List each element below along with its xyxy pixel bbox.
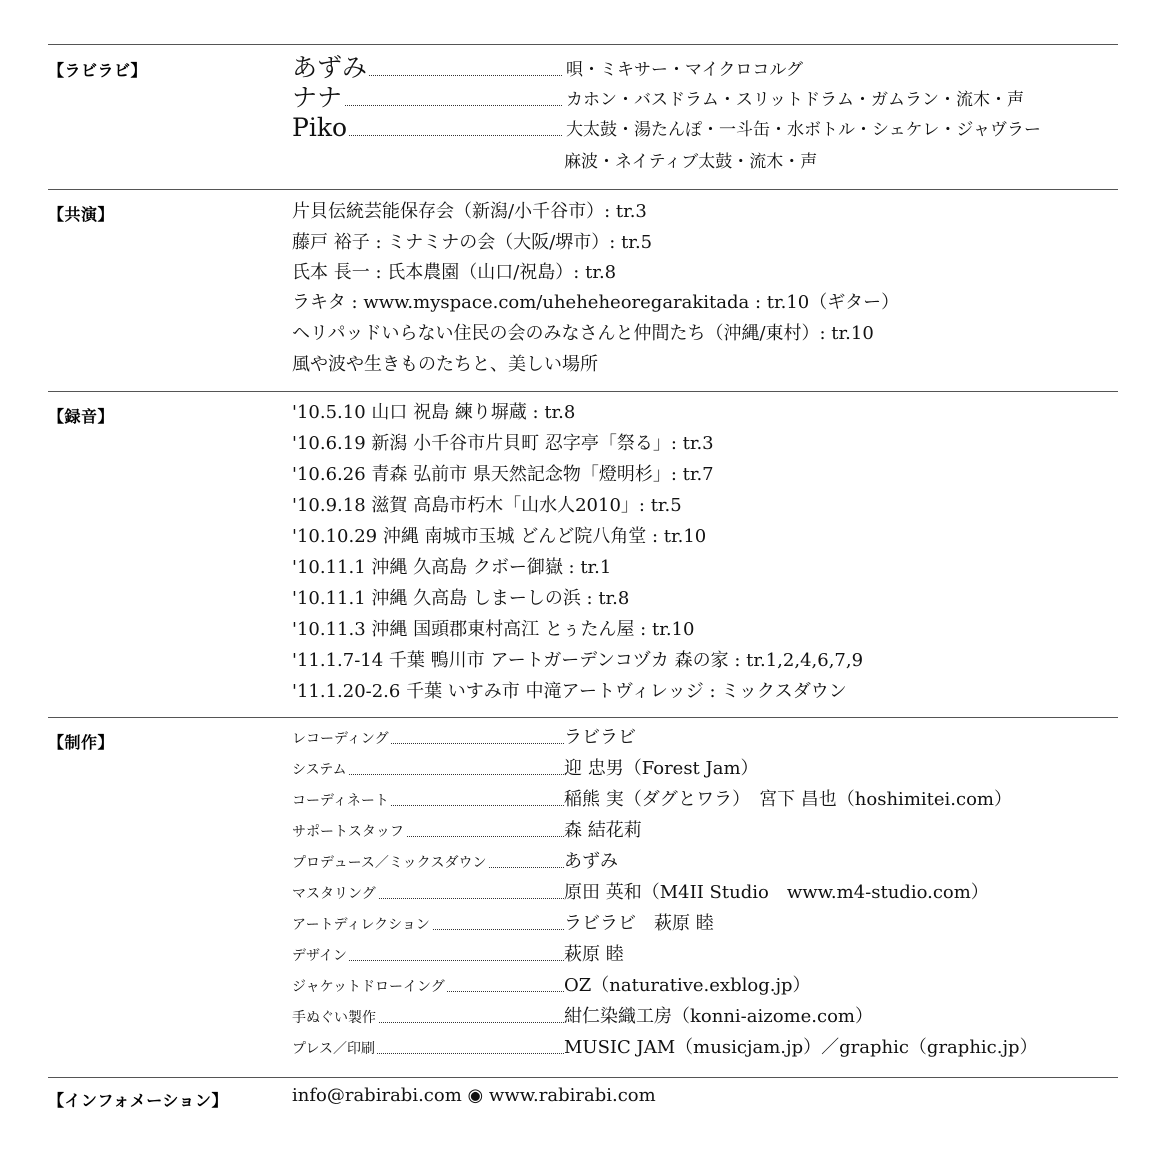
credit-value: ラビラビ 萩原 睦 <box>564 913 714 934</box>
rokuon-line: '10.11.1 沖縄 久高島 クボー御嶽 : tr.1 <box>292 557 612 578</box>
credit-label: レコーディング <box>292 731 389 747</box>
kyoen-line: 風や波や生きものたちと、美しい場所 <box>292 354 598 375</box>
divider-kyoen <box>48 189 1118 190</box>
member-row <box>292 53 1112 84</box>
member-name: あずみ <box>292 53 368 82</box>
credit-row <box>292 974 1112 1000</box>
member-name: ナナ <box>292 83 343 112</box>
rokuon-line: '10.6.19 新潟 小千谷市片貝町 忍字亭「祭る」: tr.3 <box>292 433 714 454</box>
credit-value: 萩原 睦 <box>564 944 624 965</box>
kyoen-line: 片貝伝統芸能保存会（新潟/小千谷市）: tr.3 <box>292 201 647 222</box>
rokuon-line: '11.1.7-14 千葉 鴨川市 アートガーデンコヅカ 森の家 : tr.1,2,4,6,7,9 <box>292 650 864 671</box>
credit-value: OZ（naturative.exblog.jp） <box>564 975 811 996</box>
credit-row <box>292 757 1112 783</box>
credit-label: 手ぬぐい製作 <box>292 1010 376 1026</box>
kyoen-line: 藤戸 裕子 : ミナミナの会（大阪/堺市）: tr.5 <box>292 232 653 253</box>
credit-label: マスタリング <box>292 886 376 902</box>
credit-value: あずみ <box>564 851 618 872</box>
credit-row <box>292 1005 1112 1031</box>
section-heading-rokuon: 【録音】 <box>48 407 115 426</box>
divider-seisaku <box>48 717 1118 718</box>
rokuon-line: '10.10.29 沖縄 南城市玉城 どんど院八角堂 : tr.10 <box>292 526 707 547</box>
credit-value: 稲熊 実（ダグとワラ） 宮下 昌也（hoshimitei.com） <box>564 789 1012 810</box>
rokuon-line: '10.11.1 沖縄 久高島 しまーしの浜 : tr.8 <box>292 588 630 609</box>
info-contact: info@rabirabi.com ◉ www.rabirabi.com <box>292 1085 656 1106</box>
credit-row <box>292 1036 1112 1062</box>
credit-label: デザイン <box>292 948 348 964</box>
leader-dots <box>332 135 562 136</box>
credit-row <box>292 726 1112 752</box>
member-role-continued: 麻波・ネイティブ太鼓・流木・声 <box>564 152 818 172</box>
rokuon-line: '10.6.26 青森 弘前市 県天然記念物「燈明杉」: tr.7 <box>292 464 714 485</box>
rokuon-line: '10.9.18 滋賀 高島市朽木「山水人2010」: tr.5 <box>292 495 682 516</box>
kyoen-line: ヘリパッドいらない住民の会のみなさんと仲間たち（沖縄/東村）: tr.10 <box>292 323 874 344</box>
credit-label: システム <box>292 762 347 778</box>
credit-label: プレス／印刷 <box>292 1041 376 1057</box>
member-role: 大太鼓・湯たんぽ・一斗缶・水ボトル・シェケレ・ジャヴラー <box>566 120 1041 140</box>
credit-value: 森 結花莉 <box>564 820 642 841</box>
credit-value: 紺仁染織工房（konni-aizome.com） <box>564 1006 874 1027</box>
section-heading-rabirabi: 【ラビラビ】 <box>48 61 148 80</box>
credit-row <box>292 788 1112 814</box>
credit-row <box>292 912 1112 938</box>
section-heading-kyoen: 【共演】 <box>48 205 115 224</box>
member-role: 唄・ミキサー・マイクロコルグ <box>566 60 803 80</box>
divider-top <box>48 44 1118 45</box>
section-heading-info: 【インフォメーション】 <box>48 1091 229 1110</box>
credit-label: アートディレクション <box>292 917 430 933</box>
rokuon-line: '11.1.20-2.6 千葉 いすみ市 中滝アートヴィレッジ : ミックスダウン <box>292 681 847 702</box>
credit-row <box>292 850 1112 876</box>
member-role: カホン・バスドラム・スリットドラム・ガムラン・流木・声 <box>566 90 1024 110</box>
credit-label: プロデュース／ミックスダウン <box>292 855 487 871</box>
divider-info <box>48 1077 1118 1078</box>
member-row <box>292 113 1112 144</box>
credit-value: 迎 忠男（Forest Jam） <box>564 758 759 779</box>
section-heading-seisaku: 【制作】 <box>48 733 115 752</box>
credit-row <box>292 819 1112 845</box>
credit-row <box>292 881 1112 907</box>
divider-rokuon <box>48 391 1118 392</box>
credit-row <box>292 943 1112 969</box>
credit-value: ラビラビ <box>564 727 636 748</box>
rokuon-line: '10.11.3 沖縄 国頭郡東村高江 とぅたん屋 : tr.10 <box>292 619 695 640</box>
credit-value: MUSIC JAM（musicjam.jp）／graphic（graphic.jp） <box>564 1037 1038 1058</box>
rokuon-line: '10.5.10 山口 祝島 練り塀蔵 : tr.8 <box>292 402 576 423</box>
kyoen-line: 氏本 長一 : 氏本農園（山口/祝島）: tr.8 <box>292 262 617 283</box>
credit-label: ジャケットドローイング <box>292 979 445 995</box>
credit-value: 原田 英和（M4II Studio www.m4-studio.com） <box>564 882 989 903</box>
leader-dots <box>332 105 562 106</box>
kyoen-line: ラキタ : www.myspace.com/uheheheoregarakitada : tr.10（ギター） <box>292 292 900 313</box>
member-name: Piko <box>292 113 348 142</box>
credit-label: サポートスタッフ <box>292 824 404 840</box>
member-row <box>292 83 1112 114</box>
credit-label: コーディネート <box>292 793 389 809</box>
